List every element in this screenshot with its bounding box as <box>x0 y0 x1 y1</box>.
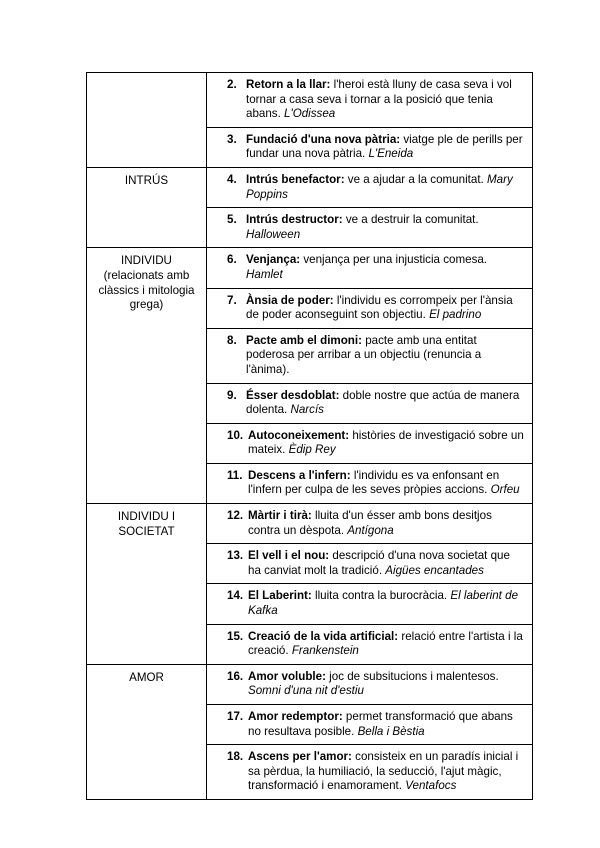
item-work-title: Èdip Rey <box>288 443 336 457</box>
category-label: INDIVIDU <box>121 254 172 268</box>
item-term: Amor voluble: <box>248 669 326 683</box>
theme-item-cell <box>207 208 533 248</box>
category-label: AMOR <box>129 670 164 684</box>
theme-item <box>227 173 526 202</box>
theme-item <box>227 389 526 418</box>
theme-item <box>227 253 526 282</box>
item-description: pacte amb una entitat poderosa per arribar a un objectiu (renuncia a l'ànima). <box>246 333 482 376</box>
item-description: descripció d'una nova societat que ha canviat molt la tradició. <box>248 549 510 577</box>
item-text <box>248 750 526 794</box>
item-term: Fundació d'una nova pàtria: <box>246 132 401 146</box>
item-number: 11. <box>227 468 243 482</box>
theme-item-cell <box>207 463 533 503</box>
item-text <box>246 334 526 378</box>
item-number: 15. <box>227 629 244 643</box>
theme-item <box>227 710 526 739</box>
item-work-title: Ventafocs <box>405 779 457 793</box>
theme-item <box>227 213 526 242</box>
category-cell <box>87 73 207 168</box>
table-row <box>87 167 533 207</box>
item-term: Autoconeixement: <box>248 428 350 442</box>
item-number: 9. <box>227 388 237 402</box>
item-number: 2. <box>227 78 237 91</box>
item-work-title: Antígona <box>347 523 394 537</box>
item-work-title: Hamlet <box>246 267 283 281</box>
theme-item-cell <box>207 167 533 207</box>
item-text <box>246 173 526 202</box>
item-text <box>246 213 526 242</box>
item-number: 17. <box>227 710 244 723</box>
item-description: viatge ple de perills per fundar una nova pàtria. <box>246 132 523 161</box>
item-text <box>246 253 526 282</box>
item-description: l'heroi està lluny de casa seva i vol tornar a casa seva i tornar a la posició que tenia abans. <box>246 78 512 121</box>
item-work-title: Narcís <box>290 403 324 417</box>
item-work-title: Somni d'una nit d'estiu <box>248 684 364 698</box>
item-text <box>246 294 526 323</box>
item-work-title: Halloween <box>246 227 301 241</box>
item-term: El Laberint: <box>248 589 312 603</box>
category-label: INTRÚS <box>124 173 169 187</box>
item-term: Ascens per l'amor: <box>248 750 352 764</box>
category-note: (relacionats amb clàssics i mitologia grega) <box>98 268 195 312</box>
item-description: doble nostre que actúa de manera dolenta. <box>246 388 520 417</box>
table-row <box>87 248 533 288</box>
item-work-title: El laberint de Kafka <box>248 589 519 618</box>
theme-item-cell <box>207 664 533 704</box>
item-work-title: El padrino <box>429 308 482 322</box>
item-number: 14. <box>227 589 244 603</box>
theme-item-cell <box>207 544 533 584</box>
table-body <box>87 73 533 800</box>
item-term: Creació de la vida artificial: <box>248 629 399 643</box>
item-description: ve a destruir la comunitat. <box>342 213 479 227</box>
item-description: permet transformació que abans no resultava posible. <box>248 710 513 738</box>
item-term: El vell i el nou: <box>248 549 330 563</box>
item-text <box>248 429 526 458</box>
item-text <box>246 78 526 122</box>
theme-item-cell <box>207 504 533 544</box>
item-term: Intrús destructor: <box>246 213 343 227</box>
theme-item <box>227 549 526 578</box>
category-cell <box>87 664 207 799</box>
item-description: joc de subsitucions i malentesos. <box>325 669 499 683</box>
item-work-title: Mary Poppins <box>246 172 513 201</box>
item-term: Venjança: <box>246 253 301 267</box>
item-description: consisteix en un paradís inicial i sa pèrdua, la humiliació, la seducció, l'ajut màgic, transformació i enamorament. <box>248 750 519 793</box>
item-number: 5. <box>227 213 237 227</box>
table-row <box>87 664 533 704</box>
theme-item <box>227 429 526 458</box>
theme-item-cell <box>207 584 533 624</box>
item-work-title: Bella i Bèstia <box>357 724 425 738</box>
theme-item-cell <box>207 383 533 423</box>
theme-item-cell <box>207 127 533 167</box>
item-number: 18. <box>227 750 244 764</box>
item-description: relació entre l'artista i la creació. <box>248 629 523 658</box>
item-term: Màrtir i tirà: <box>248 509 312 523</box>
item-term: Ànsia de poder: <box>246 293 334 307</box>
item-term: Retorn a la llar: <box>246 78 331 91</box>
theme-item <box>227 78 526 122</box>
themes-table <box>86 72 533 800</box>
item-term: Ésser desdoblat: <box>246 388 340 402</box>
item-number: 16. <box>227 669 244 683</box>
category-cell <box>87 248 207 504</box>
item-work-title: Frankenstein <box>291 644 359 658</box>
theme-item <box>227 630 526 659</box>
item-work-title: L'Eneida <box>368 147 414 161</box>
item-term: Descens a l'infern: <box>248 468 351 482</box>
theme-item-cell <box>207 73 533 128</box>
theme-item <box>227 589 526 618</box>
theme-item <box>227 334 526 378</box>
item-description: l'individu es va enfonsant en l'infern per culpa de les seves pròpies accions. <box>248 468 500 497</box>
theme-item-cell <box>207 328 533 383</box>
item-description: ve a ajudar a la comunitat. <box>344 172 487 186</box>
item-description: històries de investigació sobre un mateix. <box>248 428 524 457</box>
item-work-title: Aigües encantades <box>385 563 484 577</box>
table-row <box>87 73 533 128</box>
item-text <box>248 549 526 578</box>
item-text <box>246 133 526 162</box>
item-text <box>246 389 526 418</box>
item-text <box>248 469 526 498</box>
item-number: 13. <box>227 549 244 563</box>
theme-item-cell <box>207 745 533 800</box>
item-number: 3. <box>227 132 237 146</box>
item-work-title: L'Odissea <box>284 107 336 121</box>
category-label: INDIVIDU I SOCIETAT <box>117 510 176 538</box>
item-text <box>248 670 526 699</box>
item-description: lluita d'un ésser amb bons desitjos contra un dèspota. <box>248 509 492 537</box>
item-number: 7. <box>227 293 237 307</box>
item-text <box>248 710 526 739</box>
theme-item-cell <box>207 423 533 463</box>
theme-item <box>227 294 526 323</box>
theme-item-cell <box>207 288 533 328</box>
item-number: 4. <box>227 172 237 186</box>
item-description: venjança per una injusticia comesa. <box>300 253 488 267</box>
item-term: Intrús benefactor: <box>246 172 345 186</box>
item-text <box>248 509 526 538</box>
item-text <box>248 589 526 618</box>
theme-item <box>227 133 526 162</box>
item-number: 12. <box>227 509 244 523</box>
category-cell <box>87 504 207 665</box>
theme-item-cell <box>207 624 533 664</box>
item-description: lluita contra la burocràcia. <box>311 589 451 603</box>
theme-item-cell <box>207 248 533 288</box>
item-text <box>248 630 526 659</box>
theme-item-cell <box>207 705 533 745</box>
item-number: 6. <box>227 253 237 267</box>
theme-item <box>227 469 526 498</box>
category-cell <box>87 167 207 247</box>
item-description: l'individu es corrompeix per l'ànsia de poder aconseguint son objectiu. <box>246 293 513 322</box>
item-number: 10. <box>227 428 244 442</box>
theme-item <box>227 670 526 699</box>
table-row <box>87 504 533 544</box>
item-term: Pacte amb el dimoni: <box>246 333 362 347</box>
item-number: 8. <box>227 333 237 347</box>
theme-item <box>227 750 526 794</box>
item-work-title: Orfeu <box>490 483 520 497</box>
item-term: Amor redemptor: <box>248 710 343 723</box>
theme-item <box>227 509 526 538</box>
